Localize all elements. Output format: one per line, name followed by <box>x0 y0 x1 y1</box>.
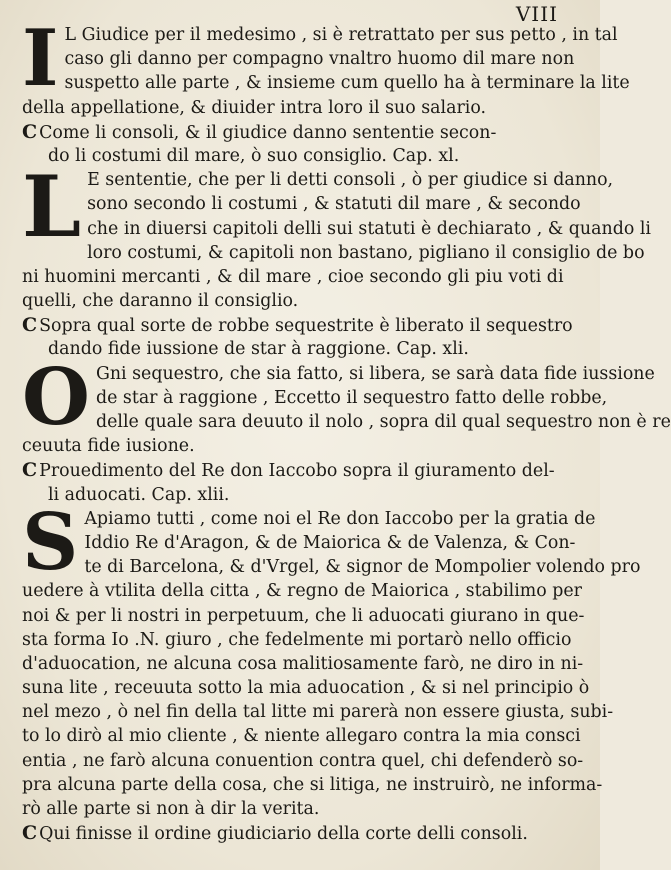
text-line: noi & per li nostri in perpetuum, che li aduocati giurano in que- <box>22 605 585 626</box>
text-line: Apiamo tutti , come noi el Re don Iaccobo per la gratia de <box>84 508 596 529</box>
text-line: suspetto alle parte , & insieme cum quello ha à terminare la lite <box>64 73 630 94</box>
heading-line: li aduocati. Cap. xlii. <box>48 484 230 505</box>
text-line: sta forma Io .N. giuro , che fedelmente mi portarò nello officio <box>22 629 572 650</box>
chapter-heading-xl <box>22 120 552 168</box>
text-line: suna lite , receuuta sotto la mia aduocation , & si nel principio ò <box>22 678 590 699</box>
chapter-heading-xlii <box>22 458 555 506</box>
text-line: caso gli danno per compagno vnaltro huomo dil mare non <box>64 49 575 70</box>
heading-line: Come li consoli, & il giudice danno sententie secon- <box>39 122 497 143</box>
drop-initial: I <box>22 13 59 104</box>
text-line: uedere à vtilita della citta , & regno de Maiorica , stabilimo per <box>22 581 582 602</box>
paragraph-sententie <box>22 157 651 313</box>
drop-initial: L <box>22 157 82 257</box>
text-line: nel mezo , ò nel fin della tal litte mi parerà non essere giusta, subi- <box>22 702 614 723</box>
heading-line: Prouedimento del Re don Iaccobo sopra il giuramento del- <box>39 461 555 482</box>
heading-line: do li costumi dil mare, ò suo consiglio. Cap. xl. <box>48 145 460 166</box>
text-line: ceuuta fide iusione. <box>22 436 195 457</box>
drop-initial: S <box>22 496 79 588</box>
paragraph-giuramento <box>22 496 641 821</box>
heading-line: Qui finisse il ordine giudiciario della corte delli consoli. <box>39 824 528 845</box>
text-line: L Giudice per il medesimo , si è retrattato per sus petto , in tal <box>64 25 618 45</box>
closing-rubric <box>22 821 552 845</box>
pilcrow-mark: C <box>22 314 38 337</box>
paragraph-sequestro <box>22 351 671 459</box>
text-line: entia , ne farò alcuna conuention contra quel, chi defenderò so- <box>22 750 584 771</box>
folio-number: VIII <box>515 2 558 26</box>
text-line: quelli, che daranno il consiglio. <box>22 291 299 312</box>
text-line: della appellatione, & diuider intra loro il suo salario. <box>22 97 487 118</box>
text-line: Iddio Re d'Aragon, & de Maiorica & de Valenza, & Con- <box>84 532 576 553</box>
text-line: Gni sequestro, che sia fatto, si libera, se sarà data fide iussione <box>95 363 655 384</box>
text-line: te di Barcelona, & d'Vrgel, & signor de Mompolier volendo pro <box>84 557 641 578</box>
text-line: d'aduocation, ne alcuna cosa malitiosamente farò, ne diro in ni- <box>22 653 584 674</box>
text-line: E sententie, che per li detti consoli , ò per giudice si danno, <box>87 170 614 191</box>
text-line: to lo dirò al mio cliente , & niente allegaro contra la mia consci <box>22 726 581 747</box>
text-line: pra alcuna parte della cosa, che si litiga, ne instruirò, ne informa- <box>22 774 603 795</box>
heading-line: Sopra qual sorte de robbe sequestrite è liberato il sequestro <box>39 316 573 337</box>
text-line: che in diuersi capitoli delli sui statuti è dechiarato , & quando li <box>87 218 651 239</box>
text-line: delle quale sara deuuto il nolo , sopra dil qual sequestro non è re <box>95 412 671 432</box>
text-line: de star à raggione , Eccetto il sequestro fatto delle robbe, <box>95 387 608 408</box>
text-line: rò alle parte si non à dir la verita. <box>22 799 320 819</box>
pilcrow-mark: C <box>22 459 38 482</box>
pilcrow-mark: C <box>22 120 38 143</box>
chapter-heading-xli <box>22 313 573 361</box>
text-line: ni huomini mercanti , & dil mare , cioe secondo gli piu voti di <box>22 266 564 287</box>
text-line: loro costumi, & capitoli non bastano, pigliano il consiglio de bo <box>87 242 645 263</box>
pilcrow-mark: C <box>22 822 38 845</box>
drop-initial: O <box>22 351 90 443</box>
heading-line: dando fide iussione de star à raggione. Cap. xli. <box>48 339 469 360</box>
text-line: sono secondo li costumi , & statuti dil mare , & secondo <box>87 194 581 215</box>
